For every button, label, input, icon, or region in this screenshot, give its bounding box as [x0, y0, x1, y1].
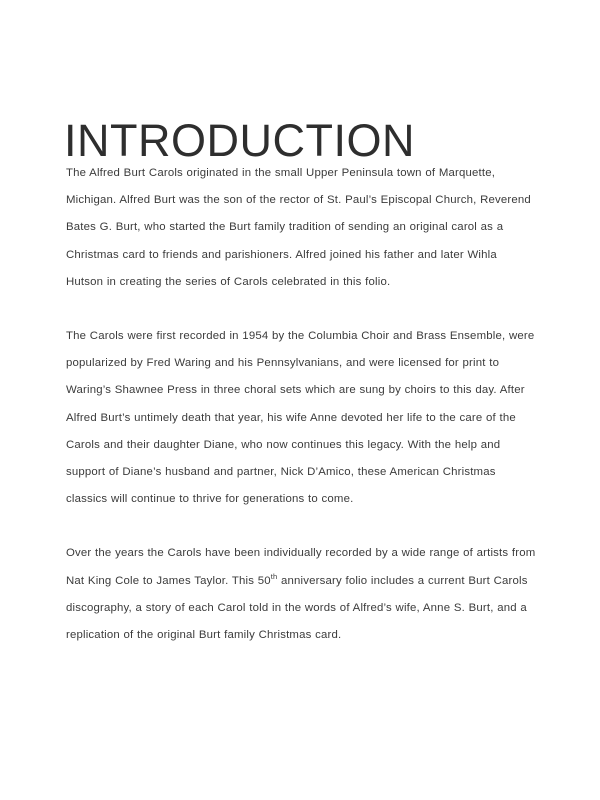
paragraph-anniversary-text-after: anniversary folio includes a current Burt Carols discography, a story of each Carol told in the words of Alfred’s wife, Anne S. Burt, and a replication of the original Burt family Christmas card.: [66, 574, 528, 642]
body-content: [66, 160, 536, 649]
ordinal-superscript: th: [270, 571, 278, 581]
paragraph-anniversary: [66, 540, 536, 649]
paragraph-anniversary-text-before: Over the years the Carols have been individually recorded by a wide range of artists from Nat King Cole to James Taylor. This 50: [66, 547, 536, 587]
paragraph-recordings: The Carols were first recorded in 1954 by the Columbia Choir and Brass Ensemble, were popularized by Fred Waring and his Pennsylvanians, and were licensed for print to Waring’s Shawnee Press in three choral sets which are sung by choirs to this day. After Alfred Burt’s untimely death that year, his wife Anne devoted her life to the care of the Carols and their daughter Diane, who now continues this legacy. With the help and support of Diane’s husband and partner, Nick D’Amico, these American Christmas classics will continue to thrive for generations to come.: [66, 330, 535, 506]
page-title: INTRODUCTION: [64, 115, 415, 167]
paragraph-origins: The Alfred Burt Carols originated in the small Upper Peninsula town of Marquette, Michigan. Alfred Burt was the son of the rector of St. Paul’s Episcopal Church, Reverend Bates G. Burt, who started the Burt family tradition of sending an original carol as a Christmas card to friends and parishioners. Alfred joined his father and later Wihla Hutson in creating the series of Carols celebrated in this folio.: [66, 167, 531, 288]
